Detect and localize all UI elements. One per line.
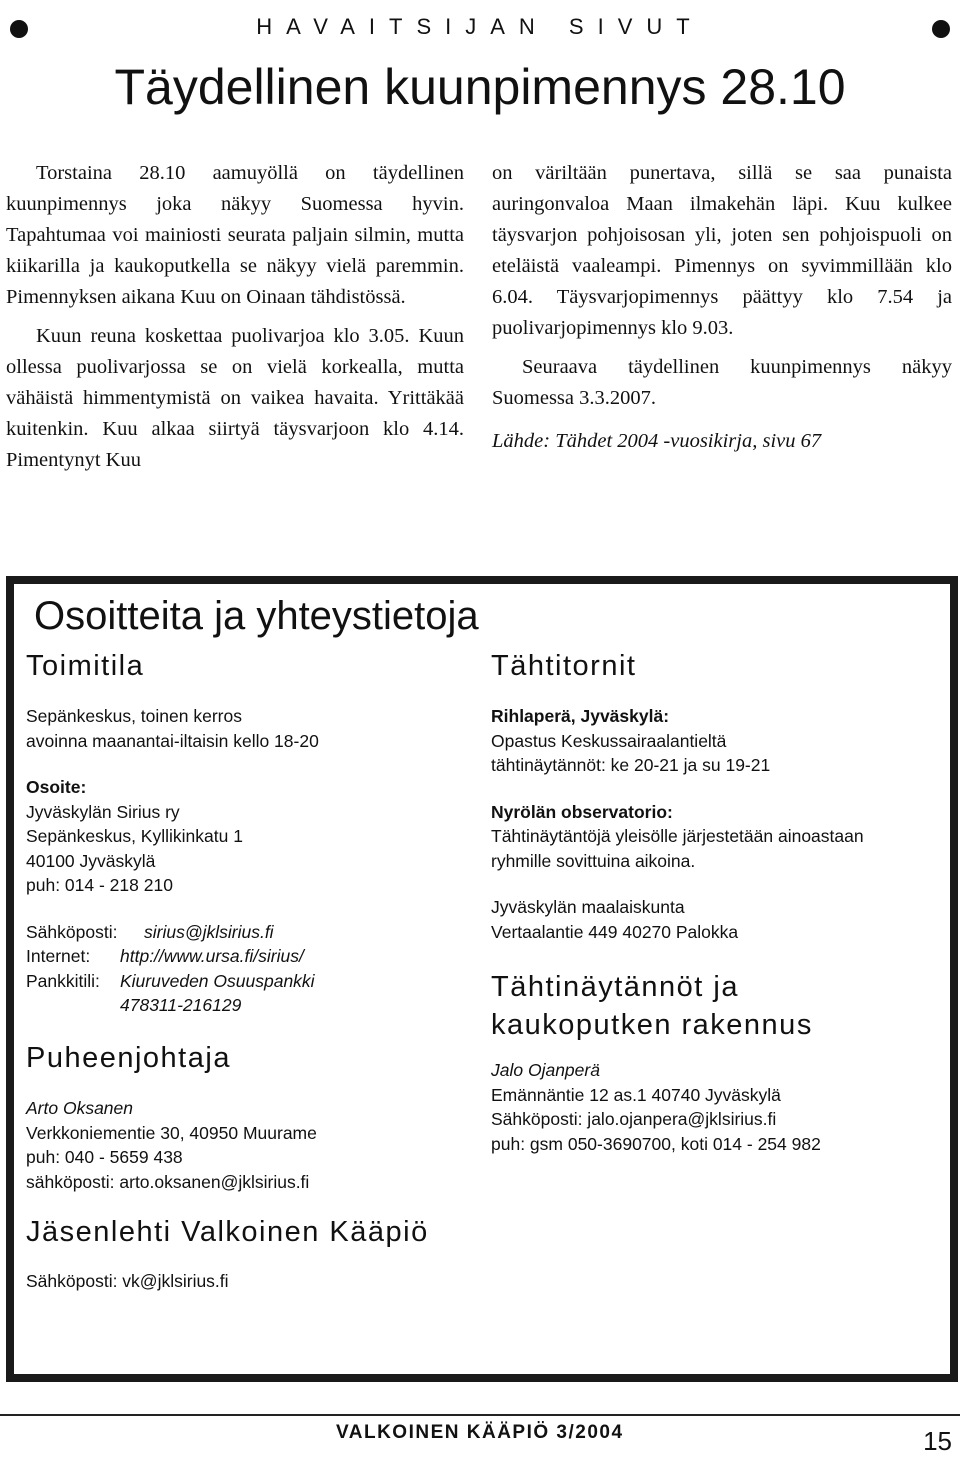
tahtinaytannot-info	[491, 1058, 821, 1156]
heading-line: kaukoputken rakennus	[491, 1009, 813, 1041]
bank-account: 478311-216129	[120, 995, 242, 1015]
person-name: Jalo Ojanperä	[491, 1060, 600, 1080]
website-link[interactable]: http://www.ursa.fi/sirius/	[120, 946, 304, 966]
address-label: Osoite:	[26, 777, 87, 797]
toimitila-info	[26, 704, 319, 1018]
page-header	[0, 14, 960, 44]
text-line: Emännäntie 12 as.1 40740 Jyväskylä	[491, 1084, 781, 1105]
puheenjohtaja-info	[26, 1096, 317, 1194]
text-line: Sähköposti: jalo.ojanpera@jklsirius.fi	[491, 1109, 777, 1129]
tahtitornit-info	[491, 704, 864, 944]
text-line: ryhmille sovittuina aikoina.	[491, 850, 696, 871]
text-line: Sähköposti: vk@jklsirius.fi	[26, 1271, 229, 1291]
heading-toimitila: Toimitila	[26, 650, 145, 682]
text-line: puh: 014 - 218 210	[26, 875, 173, 895]
email-label: Sähköposti:	[26, 921, 118, 942]
paragraph: Kuun reuna koskettaa puolivarjoa klo 3.05. Kuun ollessa puolivarjossa se on vielä korkealla, mutta vähäistä himmentymistä on vaikea havaita. Yrittäkää kuitenkin. Kuu alkaa siirtyä täysvarjoon klo 4.14. Pimentynyt Kuu	[6, 325, 464, 471]
section-header: HAVAITSIJAN SIVUT	[256, 14, 704, 39]
paragraph: on väriltään punertava, sillä se saa punaista auringonvaloa Maan ilmakehän läpi. Kuu kulkee täysvarjon pohjoisosan yli, joten sen pohjoispuoli on eteläistä vaaleampi. Pimennys on syvimmillään klo 6.04. Täysvarjopimennys päättyy klo 7.54 ja puolivarjopimennys klo 9.03.	[492, 162, 952, 339]
contacts-title: Osoitteita ja yhteystietoja	[34, 594, 479, 638]
observatory-name: Rihlaperä, Jyväskylä:	[491, 706, 670, 726]
text-line: Jyväskylän maalaiskunta	[491, 897, 685, 917]
text-line: puh: 040 - 5659 438	[26, 1147, 183, 1167]
text-line: puh: gsm 050-3690700, koti 014 - 254 982	[491, 1133, 821, 1154]
heading-puheenjohtaja: Puheenjohtaja	[26, 1042, 231, 1074]
text-line: Sepänkeskus, toinen kerros	[26, 706, 242, 726]
page-number: 15	[923, 1426, 952, 1456]
text-line: 40100 Jyväskylä	[26, 850, 156, 871]
heading-tahtitornit: Tähtitornit	[491, 650, 637, 682]
bank-label: Pankkitili:	[26, 970, 100, 991]
email-link[interactable]: sirius@jklsirius.fi	[144, 921, 274, 942]
magazine-name: VALKOINEN KÄÄPIÖ 3/2004	[336, 1422, 624, 1443]
text-line: sähköposti: arto.oksanen@jklsirius.fi	[26, 1171, 310, 1192]
text-line: Verkkoniementie 30, 40950 Muurame	[26, 1122, 317, 1143]
paragraph: Torstaina 28.10 aamuyöllä on täydellinen kuunpimennys joka näkyy Suomessa hyvin. Tapahtumaa voi mainiosti seurata paljain silmin, mutta kiikarilla ja kaukoputkella se näkyy vielä paremmin. Pimennyksen aikana Kuu on Oinaan tähdistössä.	[6, 162, 464, 308]
text-line: tähtinäytännöt: ke 20-21 ja su 19-21	[491, 755, 771, 775]
observatory-name: Nyrölän observatorio:	[491, 801, 673, 822]
jasenlehti-info	[26, 1269, 229, 1294]
heading-line: Tähtinäytännöt ja	[491, 971, 739, 1003]
text-line: Jyväskylän Sirius ry	[26, 801, 180, 822]
text-line: Sepänkeskus, Kyllikinkatu 1	[26, 826, 243, 846]
internet-label: Internet:	[26, 946, 91, 966]
article-column-left	[6, 158, 464, 476]
heading-jasenlehti: Jäsenlehti Valkoinen Kääpiö	[26, 1216, 429, 1248]
source-citation: Lähde: Tähdet 2004 -vuosikirja, sivu 67	[492, 430, 822, 452]
text-line: Opastus Keskussairaalantieltä	[491, 730, 727, 751]
text-line: Vertaalantie 449 40270 Palokka	[491, 921, 739, 942]
article-title: Täydellinen kuunpimennys 28.10	[114, 59, 846, 115]
person-name: Arto Oksanen	[26, 1098, 133, 1118]
heading-tahtinaytannot	[491, 968, 813, 1044]
text-line: avoinna maanantai-iltaisin kello 18-20	[26, 730, 319, 751]
bank-name: Kiuruveden Osuuspankki	[120, 970, 315, 991]
article-column-right	[492, 158, 952, 457]
paragraph: Seuraava täydellinen kuunpimennys näkyy Suomessa 3.3.2007.	[492, 356, 952, 409]
footer-divider	[0, 1414, 960, 1416]
text-line: Tähtinäytäntöjä yleisölle järjestetään ainoastaan	[491, 826, 864, 846]
bullet-dot-icon	[932, 20, 950, 38]
